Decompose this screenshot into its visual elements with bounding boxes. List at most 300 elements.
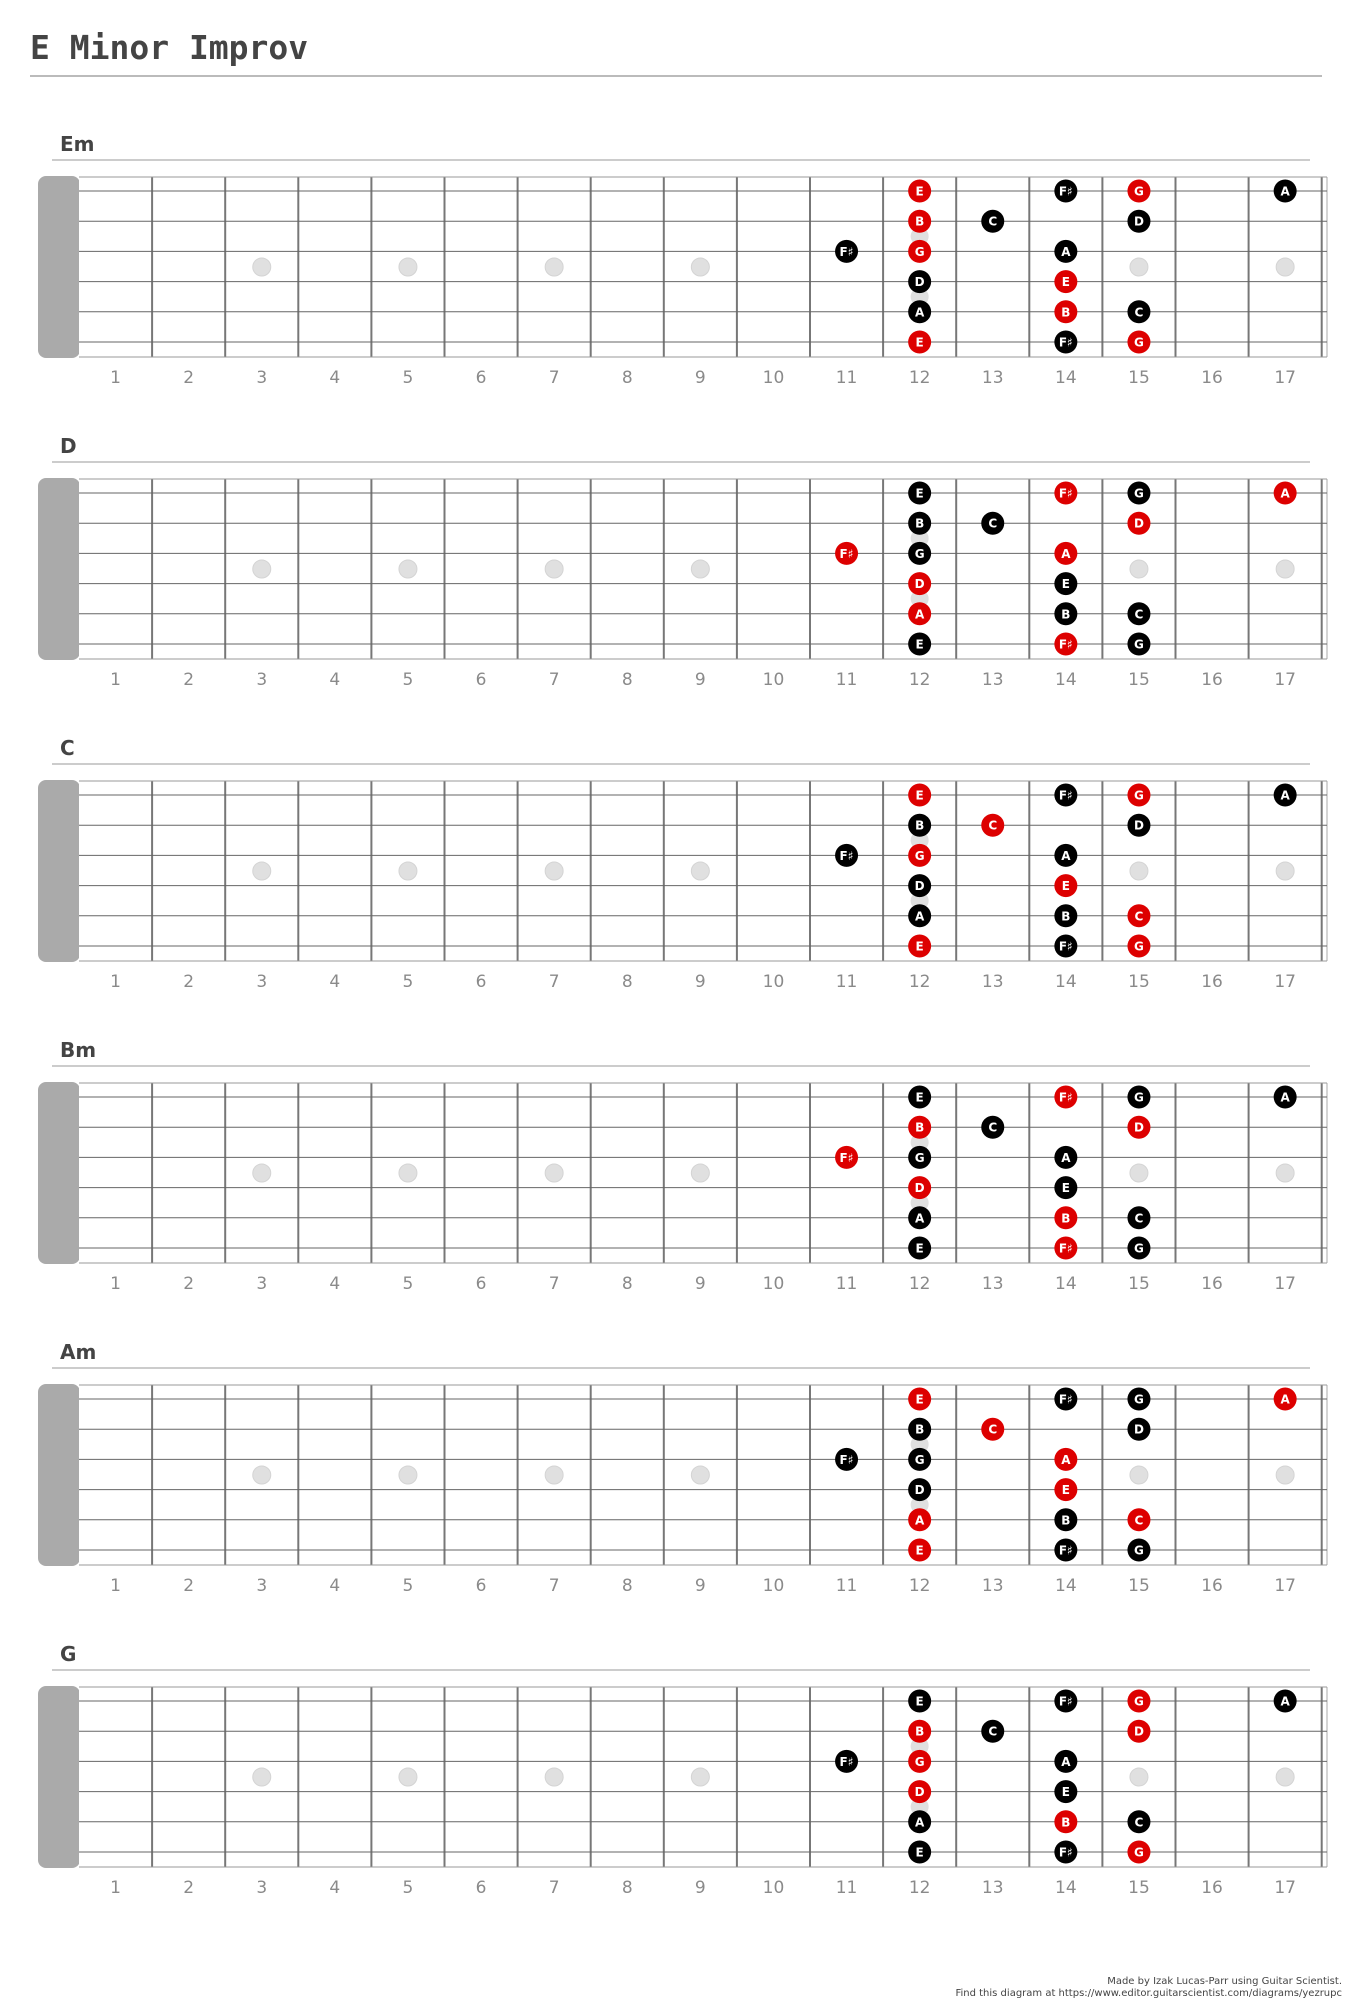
note-name: A (1061, 1754, 1071, 1769)
note-name: B (915, 818, 925, 833)
fret-inlay (253, 1768, 271, 1786)
note-marker (1274, 784, 1297, 807)
fret-number: 5 (402, 972, 414, 992)
fret-number: 11 (835, 1576, 858, 1596)
fret-number: 3 (256, 1576, 268, 1596)
note-marker (1127, 180, 1150, 203)
fret-number: 12 (908, 1274, 931, 1294)
note-name: E (915, 637, 924, 652)
note-name: G (914, 546, 925, 561)
fret-number: 6 (475, 1576, 487, 1596)
note-name: G (1134, 486, 1144, 501)
note-name: E (1061, 1785, 1070, 1800)
note-name: B (915, 1120, 925, 1135)
note-marker (908, 1810, 931, 1833)
note-marker (1054, 874, 1077, 897)
note-name: G (914, 1754, 925, 1769)
fret-inlay (1276, 862, 1294, 880)
fret-number: 11 (835, 1274, 858, 1294)
note-name: E (1061, 1483, 1070, 1498)
fret-inlay (1130, 862, 1148, 880)
fret-number: 16 (1201, 1274, 1223, 1294)
fret-number: 13 (981, 1274, 1004, 1294)
diagram-em (38, 132, 1327, 388)
fret-number: 2 (183, 972, 195, 992)
note-marker (1054, 240, 1077, 263)
fret-inlay (1130, 1164, 1148, 1182)
note-marker (908, 844, 931, 867)
chord-label: D (60, 434, 77, 458)
note-name: E (915, 1241, 924, 1256)
fret-number: 11 (835, 972, 858, 992)
note-marker (1127, 1116, 1150, 1139)
note-name: C (1134, 1815, 1144, 1830)
fret-number: 17 (1274, 972, 1296, 992)
note-marker (908, 1690, 931, 1713)
fret-number: 17 (1274, 368, 1296, 388)
note-marker (908, 1146, 931, 1169)
note-name: E (1061, 275, 1070, 290)
fret-number: 10 (762, 1274, 785, 1294)
note-marker (1054, 542, 1077, 565)
fret-number: 15 (1128, 972, 1150, 992)
note-marker (1127, 1086, 1150, 1109)
note-name: F♯ (1058, 1694, 1073, 1709)
fret-inlay (1130, 1466, 1148, 1484)
note-name: B (1061, 607, 1071, 622)
note-name: D (914, 275, 925, 290)
note-marker (1054, 602, 1077, 625)
note-name: C (1134, 1211, 1144, 1226)
note-marker (908, 904, 931, 927)
fret-number: 1 (110, 1576, 121, 1596)
note-name: A (1061, 848, 1071, 863)
fret-number: 12 (908, 1576, 931, 1596)
fret-number: 17 (1274, 1274, 1296, 1294)
note-marker (1054, 270, 1077, 293)
note-marker (1054, 1086, 1077, 1109)
note-marker (908, 1176, 931, 1199)
fret-inlay (253, 560, 271, 578)
fret-number: 2 (183, 368, 195, 388)
note-marker (1127, 602, 1150, 625)
note-marker (1274, 180, 1297, 203)
fret-number: 15 (1128, 670, 1150, 690)
note-marker (1054, 633, 1077, 656)
note-marker (1127, 633, 1150, 656)
fret-number: 14 (1055, 368, 1077, 388)
fret-number: 6 (475, 972, 487, 992)
note-name: A (915, 607, 925, 622)
fret-inlay (691, 862, 709, 880)
fret-number: 3 (256, 368, 268, 388)
page-title: E Minor Improv (30, 28, 309, 67)
note-marker (908, 1448, 931, 1471)
fret-inlay (399, 1164, 417, 1182)
note-marker (908, 1116, 931, 1139)
note-name: A (915, 1513, 925, 1528)
note-marker (1054, 1146, 1077, 1169)
fret-inlay (399, 1466, 417, 1484)
fret-number: 16 (1201, 972, 1223, 992)
fret-number: 2 (183, 1274, 195, 1294)
note-marker (835, 1448, 858, 1471)
note-name: F♯ (1058, 939, 1073, 954)
note-marker (908, 935, 931, 958)
note-marker (1054, 331, 1077, 354)
note-marker (908, 542, 931, 565)
note-marker (1054, 1841, 1077, 1864)
note-marker (1274, 1388, 1297, 1411)
fret-number: 12 (908, 972, 931, 992)
note-marker (1054, 904, 1077, 927)
note-name: E (1061, 577, 1070, 592)
note-marker (908, 1237, 931, 1260)
fret-number: 15 (1128, 368, 1150, 388)
fret-inlay (1276, 258, 1294, 276)
note-marker (1127, 1841, 1150, 1864)
note-name: A (1280, 486, 1290, 501)
fret-number: 10 (762, 972, 785, 992)
fret-inlay (1276, 1768, 1294, 1786)
fret-number: 9 (694, 368, 706, 388)
note-name: B (1061, 909, 1071, 924)
note-name: D (914, 879, 925, 894)
fret-number: 5 (402, 1274, 414, 1294)
note-marker (908, 1418, 931, 1441)
note-marker (908, 240, 931, 263)
fret-number: 16 (1201, 670, 1223, 690)
note-name: E (915, 1845, 924, 1860)
note-name: B (1061, 1815, 1071, 1830)
note-marker (1274, 1086, 1297, 1109)
note-marker (1127, 300, 1150, 323)
note-name: B (915, 516, 925, 531)
fret-number: 7 (548, 1878, 560, 1898)
note-marker (1054, 1508, 1077, 1531)
note-name: D (1133, 516, 1144, 531)
note-marker (908, 1780, 931, 1803)
footer-link: Find this diagram at https://www.editor.guitarscientist.com/diagrams/yezrupc (955, 1988, 1342, 1999)
chord-label: C (60, 736, 75, 760)
fret-inlay (545, 1466, 563, 1484)
note-marker (1054, 1388, 1077, 1411)
fret-inlay (691, 258, 709, 276)
note-name: C (1134, 305, 1144, 320)
note-name: A (1280, 788, 1290, 803)
fret-number: 4 (329, 1576, 341, 1596)
note-marker (908, 874, 931, 897)
note-name: B (1061, 305, 1071, 320)
fret-number: 17 (1274, 670, 1296, 690)
fret-number: 6 (475, 1878, 487, 1898)
fret-inlay (253, 1164, 271, 1182)
note-marker (1274, 482, 1297, 505)
note-marker (1127, 512, 1150, 535)
fret-number: 7 (548, 1274, 560, 1294)
fret-number: 7 (548, 1576, 560, 1596)
fret-number: 3 (256, 670, 268, 690)
fret-number: 7 (548, 972, 560, 992)
note-marker (908, 633, 931, 656)
note-name: D (1133, 1422, 1144, 1437)
fret-inlay (545, 1768, 563, 1786)
note-name: E (915, 184, 924, 199)
note-marker (908, 1388, 931, 1411)
fret-number: 8 (621, 368, 633, 388)
note-name: G (1134, 1845, 1144, 1860)
note-marker (1054, 1810, 1077, 1833)
fret-number: 8 (621, 972, 633, 992)
note-name: E (1061, 1181, 1070, 1196)
fret-inlay (399, 1768, 417, 1786)
nut (38, 1686, 80, 1868)
note-name: G (914, 244, 925, 259)
fret-inlay (691, 1466, 709, 1484)
note-marker (1054, 1780, 1077, 1803)
note-marker (1054, 844, 1077, 867)
fret-number: 10 (762, 368, 785, 388)
note-name: B (915, 214, 925, 229)
note-name: D (1133, 1120, 1144, 1135)
note-marker (1054, 482, 1077, 505)
note-marker (1127, 1539, 1150, 1562)
fret-number: 7 (548, 670, 560, 690)
note-marker (981, 1116, 1004, 1139)
fret-number: 3 (256, 1274, 268, 1294)
note-marker (1054, 1478, 1077, 1501)
note-name: C (988, 1724, 998, 1739)
note-name: G (1134, 335, 1144, 350)
note-name: C (988, 516, 998, 531)
fret-number: 4 (329, 972, 341, 992)
note-marker (981, 210, 1004, 233)
note-marker (908, 1206, 931, 1229)
note-name: E (915, 1543, 924, 1558)
diagram-am (38, 1340, 1327, 1596)
fret-number: 14 (1055, 1576, 1077, 1596)
note-marker (908, 1841, 931, 1864)
note-name: A (1061, 1150, 1071, 1165)
fret-number: 16 (1201, 368, 1223, 388)
note-name: A (1061, 244, 1071, 259)
fret-number: 16 (1201, 1576, 1223, 1596)
fret-number: 10 (762, 1878, 785, 1898)
note-name: G (1134, 184, 1144, 199)
fret-inlay (691, 560, 709, 578)
nut (38, 176, 80, 358)
fret-number: 4 (329, 1878, 341, 1898)
note-name: E (915, 1090, 924, 1105)
note-marker (908, 1720, 931, 1743)
fret-number: 14 (1055, 1274, 1077, 1294)
fret-number: 13 (981, 1576, 1004, 1596)
fret-number: 11 (835, 368, 858, 388)
note-marker (835, 542, 858, 565)
note-name: E (915, 788, 924, 803)
fret-number: 5 (402, 1576, 414, 1596)
fret-number: 8 (621, 670, 633, 690)
note-marker (981, 512, 1004, 535)
note-marker (908, 1478, 931, 1501)
note-name: G (1134, 1543, 1144, 1558)
fret-inlay (691, 1768, 709, 1786)
note-marker (1054, 935, 1077, 958)
fret-number: 13 (981, 972, 1004, 992)
fret-number: 11 (835, 670, 858, 690)
note-marker (835, 1146, 858, 1169)
fret-number: 9 (694, 1576, 706, 1596)
note-marker (1054, 1448, 1077, 1471)
note-name: A (1280, 1090, 1290, 1105)
fret-number: 14 (1055, 972, 1077, 992)
note-marker (1054, 1750, 1077, 1773)
note-name: A (915, 305, 925, 320)
note-name: G (1134, 1090, 1144, 1105)
note-marker (1127, 1720, 1150, 1743)
fret-number: 4 (329, 1274, 341, 1294)
fret-number: 13 (981, 670, 1004, 690)
note-name: F♯ (1058, 184, 1073, 199)
fret-number: 3 (256, 972, 268, 992)
fret-number: 5 (402, 1878, 414, 1898)
note-name: F♯ (1058, 1845, 1073, 1860)
note-marker (1127, 1690, 1150, 1713)
note-marker (835, 1750, 858, 1773)
chord-label: Bm (60, 1038, 97, 1062)
note-marker (1054, 1690, 1077, 1713)
note-name: G (914, 848, 925, 863)
fret-number: 17 (1274, 1576, 1296, 1596)
fret-inlay (545, 1164, 563, 1182)
diagram-list (38, 132, 1327, 1898)
chord-label: Am (60, 1340, 97, 1364)
note-name: F♯ (1058, 1543, 1073, 1558)
note-name: B (1061, 1513, 1071, 1528)
chord-label: Em (60, 132, 95, 156)
note-marker (1127, 1388, 1150, 1411)
fret-inlay (399, 862, 417, 880)
note-name: F♯ (1058, 1090, 1073, 1105)
fret-number: 11 (835, 1878, 858, 1898)
nut (38, 478, 80, 660)
fret-number: 4 (329, 670, 341, 690)
fret-inlay (399, 258, 417, 276)
note-name: G (914, 1452, 925, 1467)
note-name: C (1134, 1513, 1144, 1528)
fret-number: 15 (1128, 1274, 1150, 1294)
note-marker (908, 482, 931, 505)
nut (38, 1082, 80, 1264)
note-marker (1127, 1206, 1150, 1229)
fret-inlay (691, 1164, 709, 1182)
note-name: G (1134, 637, 1144, 652)
note-marker (908, 784, 931, 807)
fret-number: 14 (1055, 1878, 1077, 1898)
note-name: D (914, 1785, 925, 1800)
footer-credit: Made by Izak Lucas-Parr using Guitar Scientist. (1107, 1976, 1342, 1987)
fret-number: 5 (402, 368, 414, 388)
note-marker (908, 331, 931, 354)
note-name: F♯ (839, 1452, 854, 1467)
fret-inlay (1276, 560, 1294, 578)
note-name: A (915, 909, 925, 924)
note-name: G (1134, 1694, 1144, 1709)
fret-number: 17 (1274, 1878, 1296, 1898)
note-name: B (915, 1724, 925, 1739)
diagram-c (38, 736, 1327, 992)
note-marker (1054, 1237, 1077, 1260)
fret-number: 13 (981, 368, 1004, 388)
fret-inlay (1130, 258, 1148, 276)
note-marker (981, 1418, 1004, 1441)
note-marker (1127, 1237, 1150, 1260)
note-marker (908, 512, 931, 535)
note-name: C (1134, 607, 1144, 622)
fret-number: 15 (1128, 1576, 1150, 1596)
fret-number: 9 (694, 1274, 706, 1294)
fret-number: 2 (183, 670, 195, 690)
fret-number: 9 (694, 670, 706, 690)
fret-number: 6 (475, 368, 487, 388)
note-marker (1127, 1810, 1150, 1833)
fret-number: 10 (762, 1576, 785, 1596)
note-marker (908, 602, 931, 625)
note-name: C (988, 1120, 998, 1135)
fret-number: 15 (1128, 1878, 1150, 1898)
nut (38, 1384, 80, 1566)
note-name: E (915, 486, 924, 501)
note-name: C (988, 1422, 998, 1437)
note-name: F♯ (839, 1754, 854, 1769)
fret-number: 1 (110, 1274, 121, 1294)
note-name: E (915, 1694, 924, 1709)
note-marker (1127, 935, 1150, 958)
note-name: E (915, 335, 924, 350)
fret-inlay (253, 862, 271, 880)
note-marker (1054, 572, 1077, 595)
fret-inlay (1130, 1768, 1148, 1786)
note-name: C (1134, 909, 1144, 924)
note-name: F♯ (1058, 788, 1073, 803)
fret-number: 8 (621, 1274, 633, 1294)
note-name: E (915, 939, 924, 954)
fret-number: 1 (110, 368, 121, 388)
note-marker (1127, 784, 1150, 807)
note-name: G (1134, 939, 1144, 954)
note-name: F♯ (839, 244, 854, 259)
note-name: F♯ (1058, 335, 1073, 350)
note-marker (908, 300, 931, 323)
fret-number: 12 (908, 368, 931, 388)
fret-number: 4 (329, 368, 341, 388)
note-marker (1127, 1508, 1150, 1531)
note-marker (1127, 331, 1150, 354)
note-marker (1274, 1690, 1297, 1713)
note-marker (908, 1750, 931, 1773)
note-name: G (1134, 788, 1144, 803)
fret-number: 10 (762, 670, 785, 690)
fret-number: 8 (621, 1878, 633, 1898)
note-name: C (988, 214, 998, 229)
fret-inlay (253, 258, 271, 276)
note-marker (908, 210, 931, 233)
fret-number: 16 (1201, 1878, 1223, 1898)
fret-number: 8 (621, 1576, 633, 1596)
note-marker (1127, 482, 1150, 505)
fret-inlay (253, 1466, 271, 1484)
note-name: A (1061, 546, 1071, 561)
